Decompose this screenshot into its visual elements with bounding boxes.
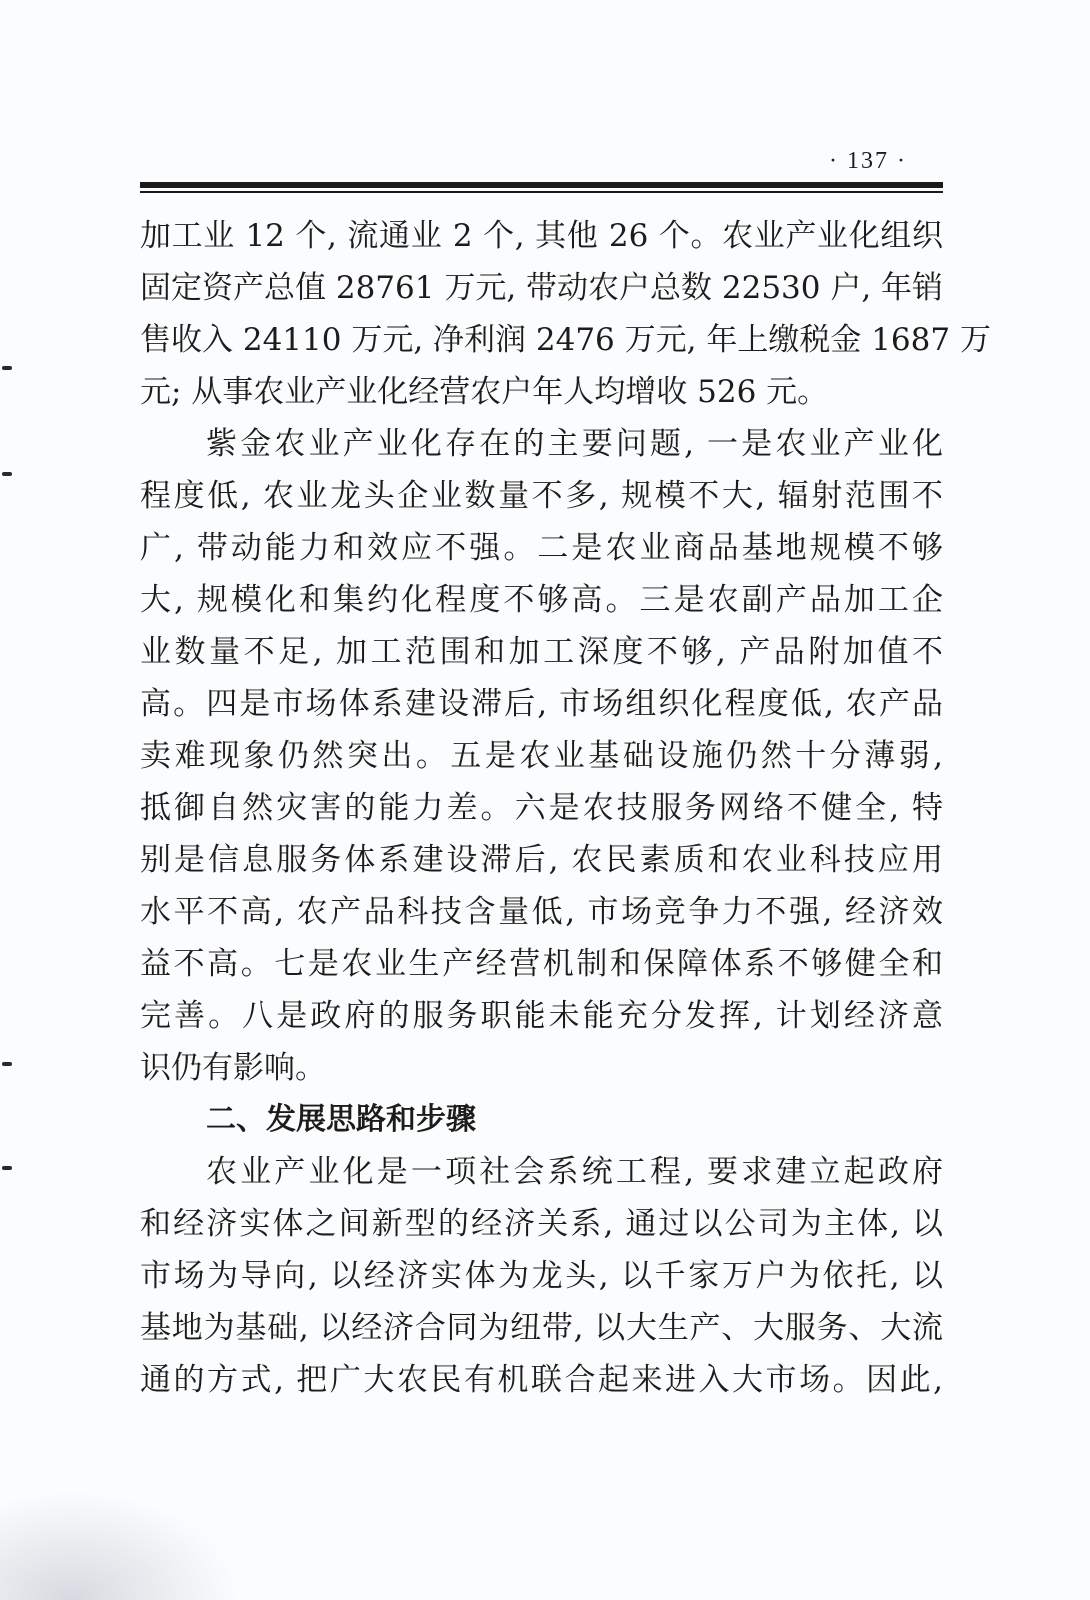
- text-line: 农业产业化是一项社会系统工程, 要求建立起政府: [206, 1154, 943, 1190]
- text-line: 别是信息服务体系建设滞后, 农民素质和农业科技应用: [140, 842, 943, 878]
- page-number: · 137 ·: [829, 148, 907, 174]
- text-line: 卖难现象仍然突出。五是农业基础设施仍然十分薄弱,: [140, 738, 943, 774]
- text-line: 抵御自然灾害的能力差。六是农技服务网络不健全, 特: [140, 790, 943, 826]
- header-rule-thick: [140, 182, 943, 188]
- text-line: 基地为基础, 以经济合同为纽带, 以大生产、大服务、大流: [140, 1310, 943, 1346]
- text-line: 固定资产总值 28761 万元, 带动农户总数 22530 户, 年销: [140, 270, 944, 306]
- section-heading: 二、发展思路和步骤: [206, 1102, 476, 1137]
- text-line: 大, 规模化和集约化程度不够高。三是农副产品加工企: [140, 582, 943, 618]
- text-line: 紫金农业产业化存在的主要问题, 一是农业产业化: [206, 426, 943, 462]
- body-text: [140, 210, 991, 1406]
- binding-mark: [2, 366, 12, 370]
- text-line: 识仍有影响。: [140, 1050, 326, 1086]
- text-line: 业数量不足, 加工范围和加工深度不够, 产品附加值不: [140, 634, 943, 670]
- page-header: [140, 142, 943, 194]
- text-line: 广, 带动能力和效应不强。二是农业商品基地规模不够: [140, 530, 943, 566]
- text-line: 完善。八是政府的服务职能未能充分发挥, 计划经济意: [140, 998, 943, 1034]
- text-line: 通的方式, 把广大农民有机联合起来进入大市场。因此,: [140, 1362, 943, 1398]
- text-line: 加工业 12 个, 流通业 2 个, 其他 26 个。农业产业化组织: [140, 218, 943, 254]
- text-line: 益不高。七是农业生产经营机制和保障体系不够健全和: [140, 946, 943, 982]
- binding-mark: [2, 472, 12, 476]
- page-corner-shadow: [0, 1490, 240, 1600]
- text-line: 水平不高, 农产品科技含量低, 市场竞争力不强, 经济效: [140, 894, 943, 930]
- text-line: 高。四是市场体系建设滞后, 市场组织化程度低, 农产品: [140, 686, 943, 722]
- binding-mark: [2, 1166, 12, 1170]
- binding-mark: [2, 1062, 12, 1066]
- text-line: 元; 从事农业产业化经营农户年人均增收 526 元。: [140, 374, 829, 410]
- text-line: 市场为导向, 以经济实体为龙头, 以千家万户为依托, 以: [140, 1258, 943, 1294]
- text-line: 和经济实体之间新型的经济关系, 通过以公司为主体, 以: [140, 1206, 943, 1242]
- header-rule-thin: [140, 191, 943, 193]
- text-line: 售收入 24110 万元, 净利润 2476 万元, 年上缴税金 1687 万: [140, 322, 991, 358]
- text-line: 程度低, 农业龙头企业数量不多, 规模不大, 辐射范围不: [140, 478, 943, 514]
